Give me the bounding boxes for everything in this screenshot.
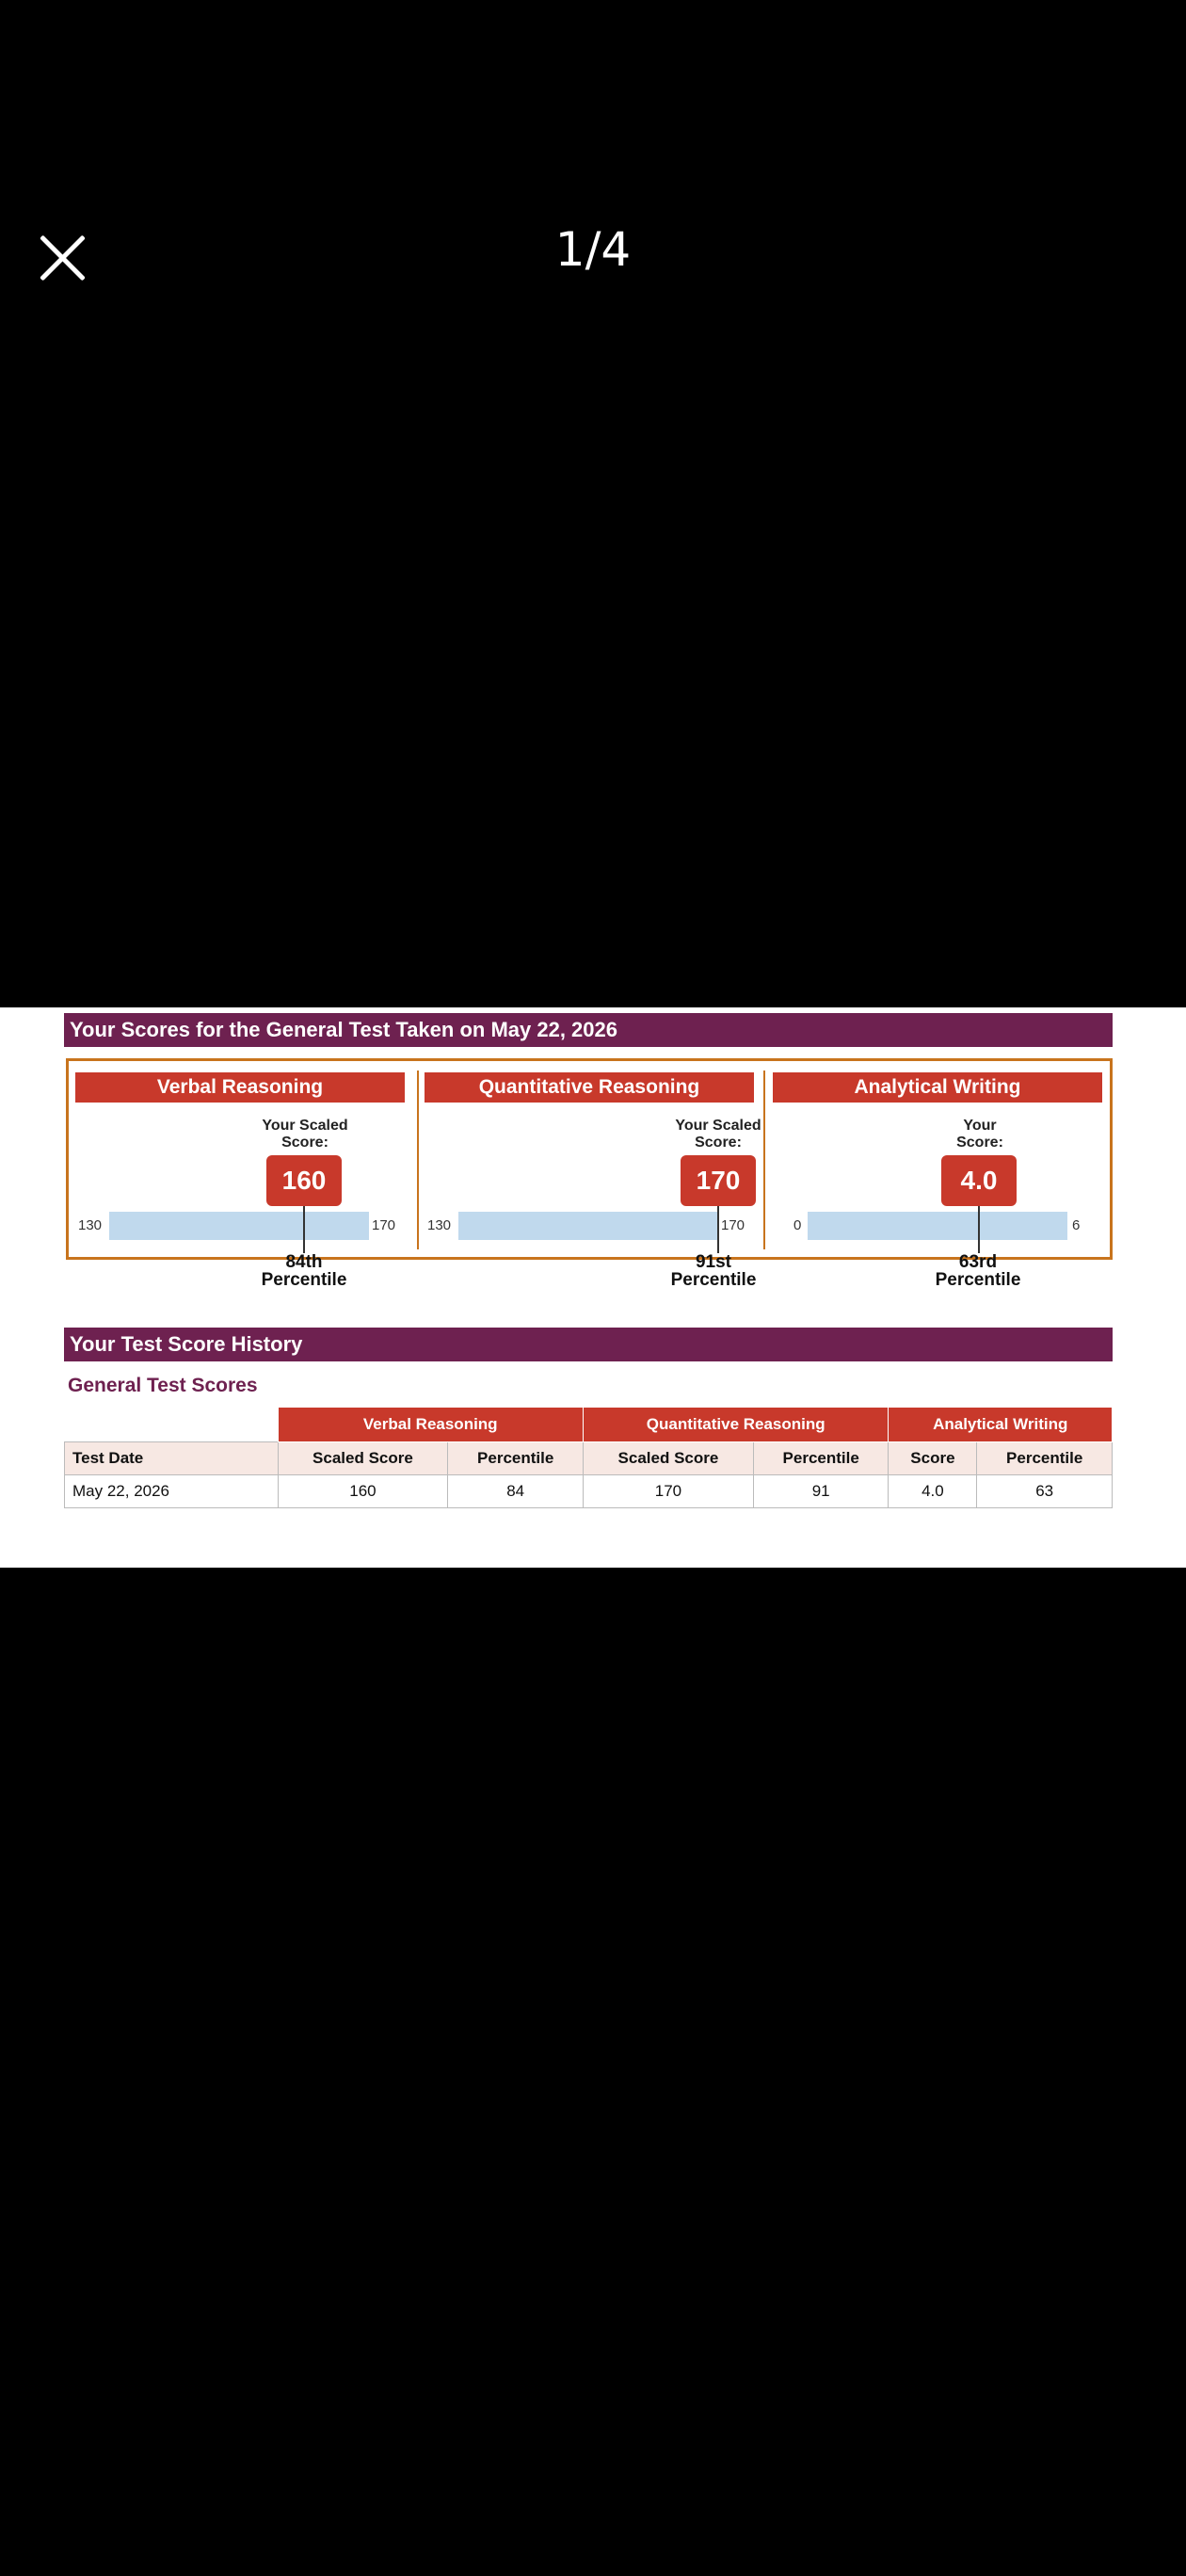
quant-scale-bar [458, 1212, 718, 1240]
scores-box [66, 1058, 1113, 1290]
table-cell: 91 [753, 1475, 889, 1508]
score-history-table [64, 1407, 1113, 1508]
writing-scale-min: 0 [793, 1217, 802, 1233]
table-cell: 170 [583, 1475, 753, 1508]
column-header: Percentile [753, 1442, 889, 1475]
column-header: Test Date [65, 1442, 279, 1475]
table-header-row [65, 1442, 1113, 1475]
verbal-score-needle [303, 1206, 305, 1253]
writing-score-badge: 4.0 [941, 1155, 1017, 1206]
table-row [65, 1475, 1113, 1508]
quant-scale-max: 170 [721, 1217, 745, 1233]
verbal-scale-bar [109, 1212, 369, 1240]
writing-header: Analytical Writing [773, 1072, 1102, 1103]
verbal-percentile: 84th Percentile [261, 1252, 347, 1290]
table-group-header: Quantitative Reasoning [583, 1408, 888, 1442]
table-cell: 63 [977, 1475, 1113, 1508]
column-header: Percentile [977, 1442, 1113, 1475]
scores-title-bar: Your Scores for the General Test Taken on May 22, 2026 [64, 1013, 1113, 1047]
quant-score-label: Your Scaled Score: [675, 1118, 761, 1151]
table-corner [65, 1408, 279, 1442]
writing-score-label: Your Score: [956, 1118, 1003, 1151]
table-group-header: Verbal Reasoning [278, 1408, 583, 1442]
verbal-scale-min: 130 [78, 1217, 103, 1233]
score-report-image [0, 1007, 1186, 1568]
quant-scale-min: 130 [427, 1217, 452, 1233]
panel-divider [763, 1071, 765, 1249]
quant-score-badge: 170 [681, 1155, 756, 1206]
panel-divider [417, 1071, 419, 1249]
history-subtitle: General Test Scores [68, 1375, 258, 1396]
writing-percentile: 63rd Percentile [935, 1252, 1021, 1290]
verbal-scale-max: 170 [372, 1217, 396, 1233]
table-cell: May 22, 2026 [65, 1475, 279, 1508]
table-group-header: Analytical Writing [889, 1408, 1113, 1442]
writing-score-needle [978, 1206, 980, 1253]
column-header: Scaled Score [583, 1442, 753, 1475]
verbal-score-badge: 160 [266, 1155, 342, 1206]
verbal-score-label: Your Scaled Score: [262, 1118, 348, 1151]
table-cell: 84 [448, 1475, 584, 1508]
history-title-bar: Your Test Score History [64, 1328, 1113, 1361]
table-cell: 160 [278, 1475, 448, 1508]
verbal-header: Verbal Reasoning [75, 1072, 405, 1103]
writing-scale-max: 6 [1072, 1217, 1081, 1233]
column-header: Scaled Score [278, 1442, 448, 1475]
column-header: Percentile [448, 1442, 584, 1475]
table-group-row [65, 1408, 1113, 1442]
table-cell: 4.0 [889, 1475, 977, 1508]
column-header: Score [889, 1442, 977, 1475]
page-counter: 1/4 [554, 222, 632, 277]
quant-percentile: 91st Percentile [670, 1252, 757, 1290]
writing-scale-bar [808, 1212, 1067, 1240]
quant-score-needle [717, 1206, 719, 1253]
quant-header: Quantitative Reasoning [425, 1072, 754, 1103]
